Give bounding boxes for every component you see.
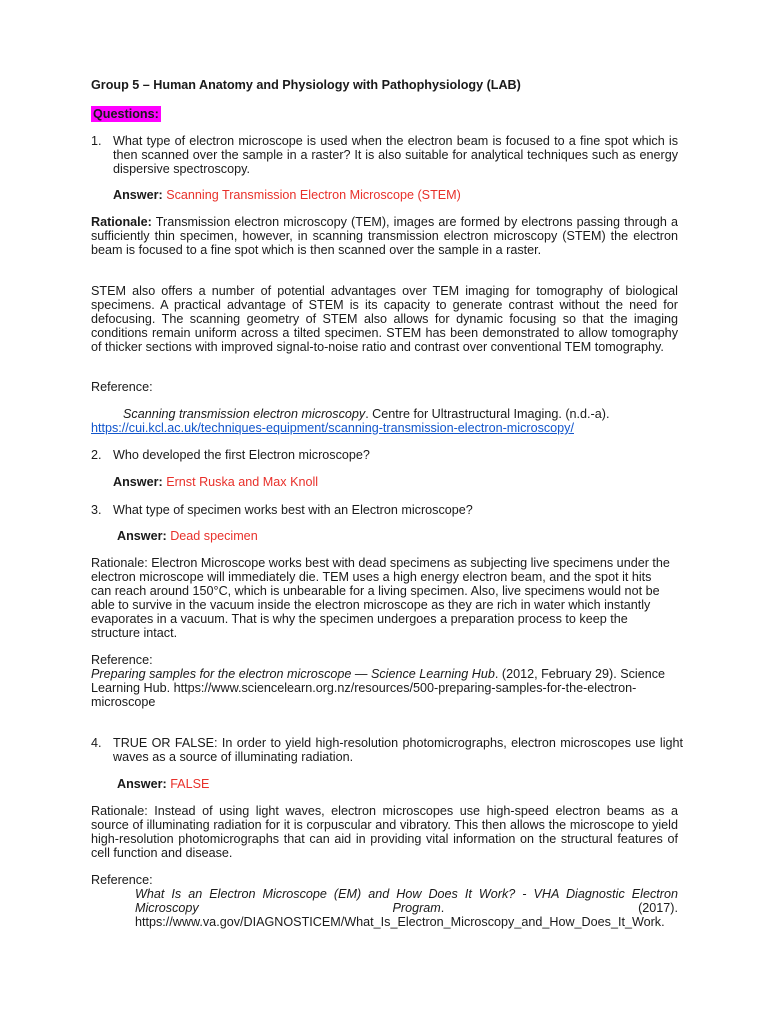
question-4-reference-label: Reference: xyxy=(91,873,153,887)
reference-title: Preparing samples for the electron microscope — Science Learning Hub xyxy=(91,667,495,681)
answer-value: Ernst Ruska and Max Knoll xyxy=(166,475,319,489)
answer-label: Answer: xyxy=(117,777,167,791)
question-1-paragraph-2: STEM also offers a number of potential advantages over TEM imaging for tomography of biological specimens. A practical advantage of STEM is its capacity to generate contrast without the need for defocusing. The scanning geometry of STEM also allows for dynamic focusing so that the imaging conditions remain uniform across a tilted specimen. STEM has been demonstrated to allow tomography of thicker sections with improved signal-to-noise ratio and contrast over conventional TEM tomography. xyxy=(91,284,678,354)
question-3-reference-label: Reference: xyxy=(91,653,153,667)
question-1-text: What type of electron microscope is used when the electron beam is focused to a fine spot which is then scanned over the sample in a raster? It is also suitable for analytical techniques such as energy dispersive spectroscopy. xyxy=(113,134,678,176)
reference-title: What Is an Electron Microscope (EM) and How Does It Work? - VHA Diagnostic Electron Microscopy Program xyxy=(135,887,678,915)
page-title: Group 5 – Human Anatomy and Physiology with Pathophysiology (LAB) xyxy=(91,78,521,92)
reference-link[interactable]: https://cui.kcl.ac.uk/techniques-equipment/scanning-transmission-electron-microscopy/ xyxy=(91,421,574,435)
answer-label: Answer: xyxy=(113,188,163,202)
question-3-answer xyxy=(117,529,258,543)
reference-source: . Centre for Ultrastructural Imaging. (n.d.-a). xyxy=(365,407,610,421)
reference-title: Scanning transmission electron microscopy xyxy=(123,407,366,421)
question-1-rationale xyxy=(91,215,678,257)
question-3-rationale: Rationale: Electron Microscope works best with dead specimens as subjecting live specimens under the electron microscope will immediately die. TEM uses a high energy electron beam, and the spot it hits can reach around 150°C, which is unbearable for a living specimen. Also, live specimens would not be able to survive in the vacuum inside the electron microscope as they are rich in water which instantly evaporates in a vacuum. That is why the specimen undergoes a preparation process to keep the structure intact. xyxy=(91,556,670,640)
question-number: 4. xyxy=(91,736,102,750)
question-1-reference-label: Reference: xyxy=(91,380,153,394)
question-2-answer xyxy=(113,475,318,489)
answer-value: Scanning Transmission Electron Microscope (STEM) xyxy=(166,188,461,202)
questions-heading: Questions: xyxy=(93,107,159,121)
question-number: 3. xyxy=(91,503,102,517)
question-number: 1. xyxy=(91,134,102,148)
question-1-reference xyxy=(91,407,678,421)
question-4-answer xyxy=(117,777,209,791)
answer-value: FALSE xyxy=(170,777,210,791)
rationale-label: Rationale: xyxy=(91,215,152,229)
answer-value: Dead specimen xyxy=(170,529,258,543)
question-number: 2. xyxy=(91,448,102,462)
answer-label: Answer: xyxy=(117,529,167,543)
question-2-text: Who developed the first Electron microscope? xyxy=(113,448,370,462)
question-4-reference xyxy=(135,887,678,929)
question-1-answer xyxy=(113,188,461,202)
answer-label: Answer: xyxy=(113,475,163,489)
reference-source: . (2012, February 29). Science Learning Hub. https://www.sciencelearn.org.nz/resources/500-preparing-samples-for-the-electron-microscope xyxy=(91,667,666,709)
rationale-text: Transmission electron microscopy (TEM), images are formed by electrons passing through a sufficiently thin specimen, however, in scanning transmission electron microscopy (STEM) the electron beam is focused to a fine spot which is then scanned over the sample in a raster. xyxy=(91,215,678,257)
reference-source: . (2017). https://www.va.gov/DIAGNOSTICEM/What_Is_Electron_Microscopy_and_How_Does_It_Work. xyxy=(135,901,678,929)
question-4-rationale: Rationale: Instead of using light waves, electron microscopes use high-speed electron beams as a source of illuminating radiation for it is corpuscular and vibratory. This then allows the microscope to yield high-resolution photomicrographs that can aid in providing vital information on the structural features of cell function and disease. xyxy=(91,804,678,860)
question-3-text: What type of specimen works best with an Electron microscope? xyxy=(113,503,473,517)
question-3-reference xyxy=(91,667,673,709)
question-4-text: TRUE OR FALSE: In order to yield high-resolution photomicrographs, electron microscopes use light waves as a source of illuminating radiation. xyxy=(113,736,683,764)
